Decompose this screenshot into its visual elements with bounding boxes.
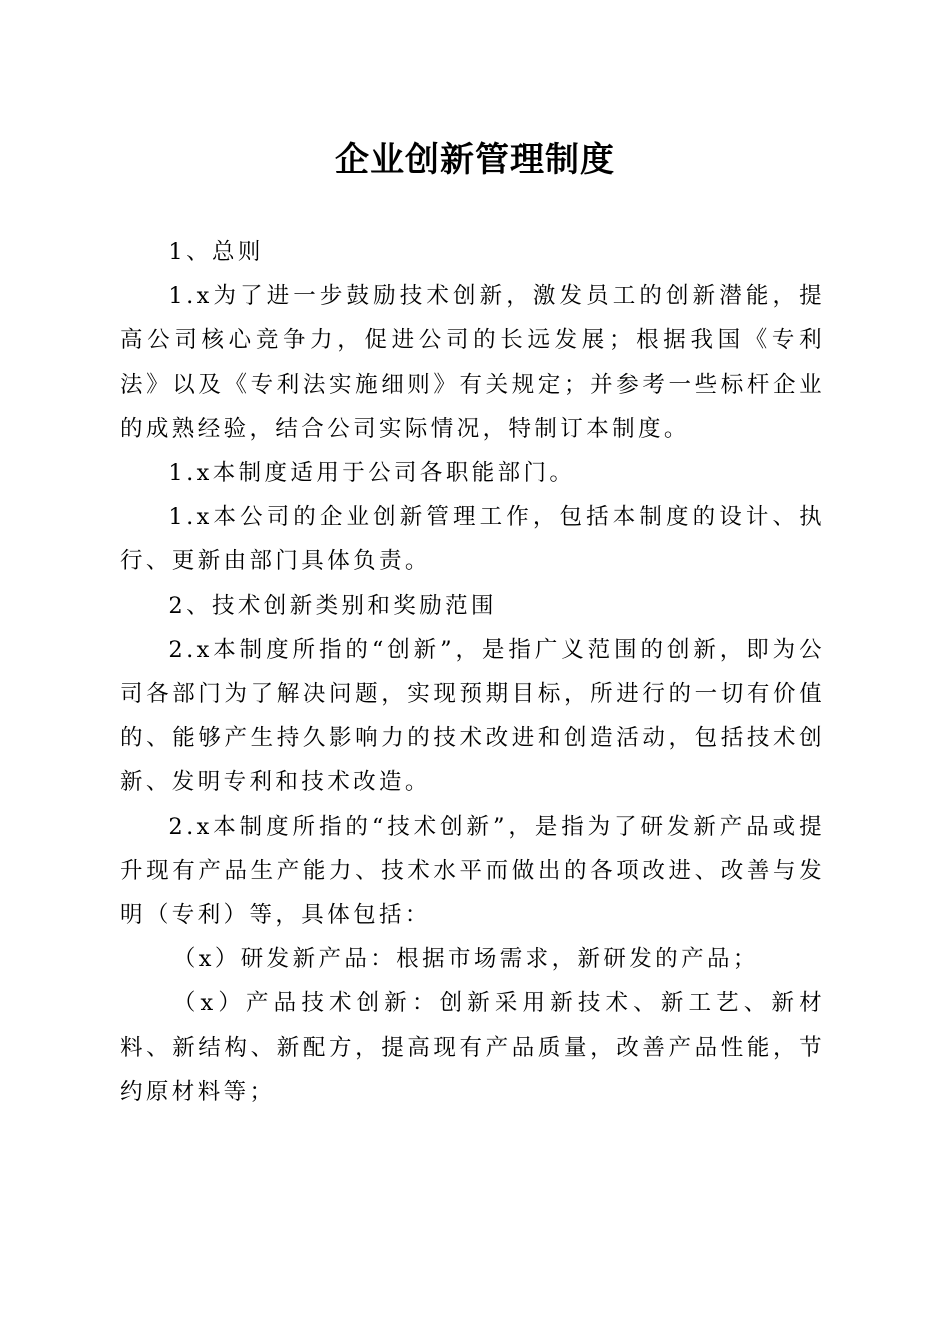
list-item-new-product: （x）研发新产品：根据市场需求，新研发的产品； (172, 946, 759, 973)
paragraph-tech-innovation-definition: 2.x本制度所指的“技术创新”，是指为了研发新产品或提升现有产品生产能力、技术水平而做出的各项改进、改善与发明（专利）等，具体包括： (120, 813, 825, 929)
paragraph-innovation-definition: 2.x本制度所指的“创新”，是指广义范围的创新，即为公司各部门为了解决问题，实现预期目标，所进行的一切有价值的、能够产生持久影响力的技术改进和创造活动，包括技术创新、发明专利和技术改造。 (120, 636, 825, 796)
document-body (120, 230, 825, 1114)
section-heading-general: 1、总则 (168, 239, 264, 265)
list-item-product-tech-innovation: （x）产品技术创新：创新采用新技术、新工艺、新材料、新结构、新配方，提高现有产品质量，改善产品性能，节约原材料等； (120, 990, 825, 1105)
paragraph-scope: 1.x本制度适用于公司各职能部门。 (168, 460, 576, 487)
section-heading-categories: 2、技术创新类别和奖励范围 (168, 592, 497, 619)
paragraph-purpose: 1.x为了进一步鼓励技术创新，激发员工的创新潜能，提高公司核心竞争力，促进公司的长远发展；根据我国《专利法》以及《专利法实施细则》有关规定；并参考一些标杆企业的成熟经验，结合公司实际情况，特制订本制度。 (120, 283, 825, 442)
document-title: 企业创新管理制度 (335, 140, 615, 180)
paragraph-responsibility: 1.x本公司的企业创新管理工作，包括本制度的设计、执行、更新由部门具体负责。 (120, 504, 825, 575)
